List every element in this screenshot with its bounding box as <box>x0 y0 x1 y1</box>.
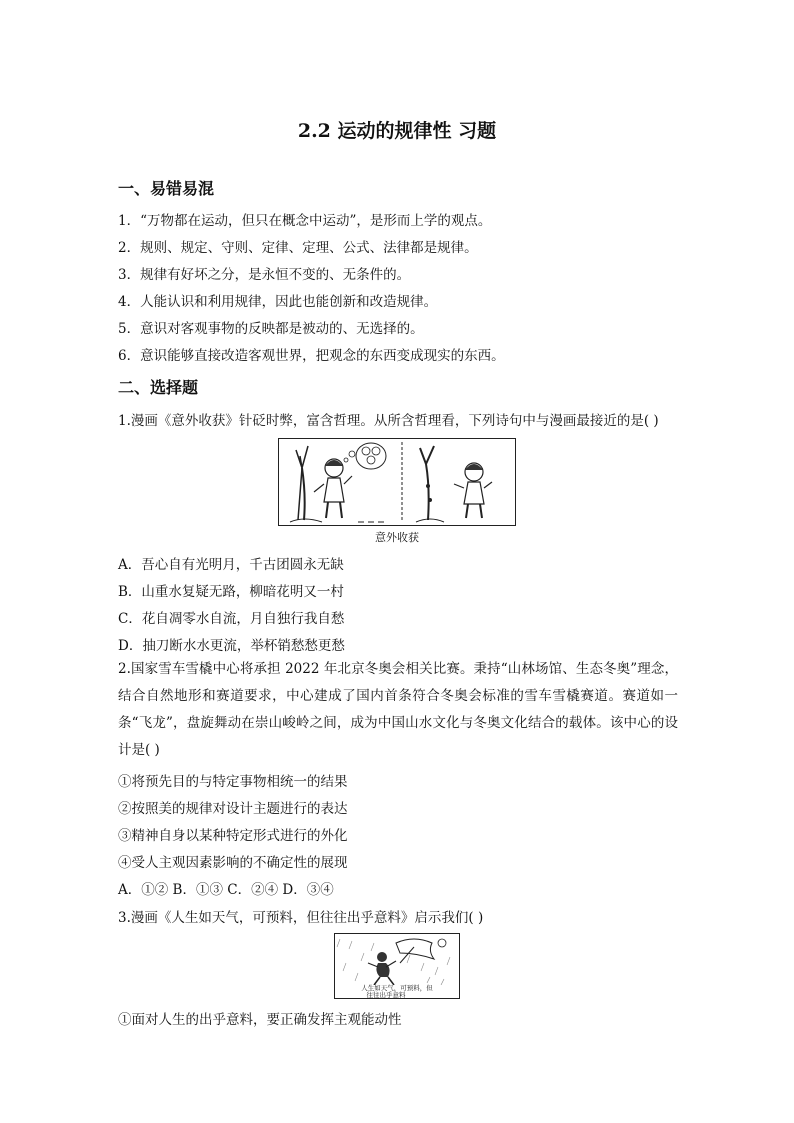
list-item: 5．意识对客观事物的反映都是被动的、无选择的。 <box>118 321 424 337</box>
figure-caption: 意外收获 <box>375 531 419 544</box>
cartoon-unexpected-harvest <box>278 438 516 526</box>
cartoon-life-like-weather <box>334 933 460 999</box>
statement-item: ③精神自身以某种特定形式进行的外化 <box>118 828 348 844</box>
statement-item: ①将预先目的与特定事物相统一的结果 <box>118 774 348 790</box>
list-item: 3．规律有好坏之分，是永恒不变的、无条件的。 <box>118 267 411 283</box>
question-2-options: A．①② B．①③ C．②④ D．③④ <box>118 882 334 898</box>
list-item: 1．“万物都在运动，但只在概念中运动”，是形而上学的观点。 <box>118 213 492 229</box>
list-item: 4．人能认识和利用规律，因此也能创新和改造规律。 <box>118 294 438 310</box>
statement-item: ④受人主观因素影响的不确定性的展现 <box>118 855 348 871</box>
question-3-stem: 3.漫画《人生如天气，可预料，但往往出乎意料》启示我们( ) <box>118 910 484 926</box>
cartoon-caption-line-2: 往往出乎意料 <box>366 991 406 999</box>
list-item: 2．规则、规定、守则、定律、定理、公式、法律都是规律。 <box>118 240 478 256</box>
section-heading-errors: 一、易错易混 <box>118 179 215 198</box>
section-heading-choice: 二、选择题 <box>118 378 199 397</box>
statement-item: ②按照美的规律对设计主题进行的表达 <box>118 801 348 817</box>
cartoon-caption-line-1: 人生如天气，可预料，但 <box>361 984 433 992</box>
option-d: D．抽刀断水水更流，举杯销愁愁更愁 <box>118 638 345 654</box>
statement-item: ①面对人生的出乎意料，要正确发挥主观能动性 <box>118 1012 402 1028</box>
question-2-stem: 2.国家雪车雪橇中心将承担 2022 年北京冬奥会相关比赛。秉持“山林场馆、生态冬奥”理念，结合自然地形和赛道要求，中心建成了国内首条符合冬奥会标准的雪车雪橇赛道。赛道如一条“飞龙”，盘旋舞动在崇山峻岭之间，成为中国山水文化与冬奥文化结合的载体。该中心的设计是( ) <box>118 661 678 758</box>
list-item: 6．意识能够直接改造客观世界，把观念的东西变成现实的东西。 <box>118 348 505 364</box>
question-1-stem: 1.漫画《意外收获》针砭时弊，富含哲理。从所含哲理看，下列诗句中与漫画最接近的是( ) <box>118 413 659 429</box>
page-title: 2.2 运动的规律性 习题 <box>297 120 497 142</box>
option-a: A．吾心自有光明月，千古团圆永无缺 <box>118 557 344 573</box>
option-b: B．山重水复疑无路，柳暗花明又一村 <box>118 584 344 600</box>
option-c: C．花自凋零水自流，月自独行我自愁 <box>118 611 345 627</box>
